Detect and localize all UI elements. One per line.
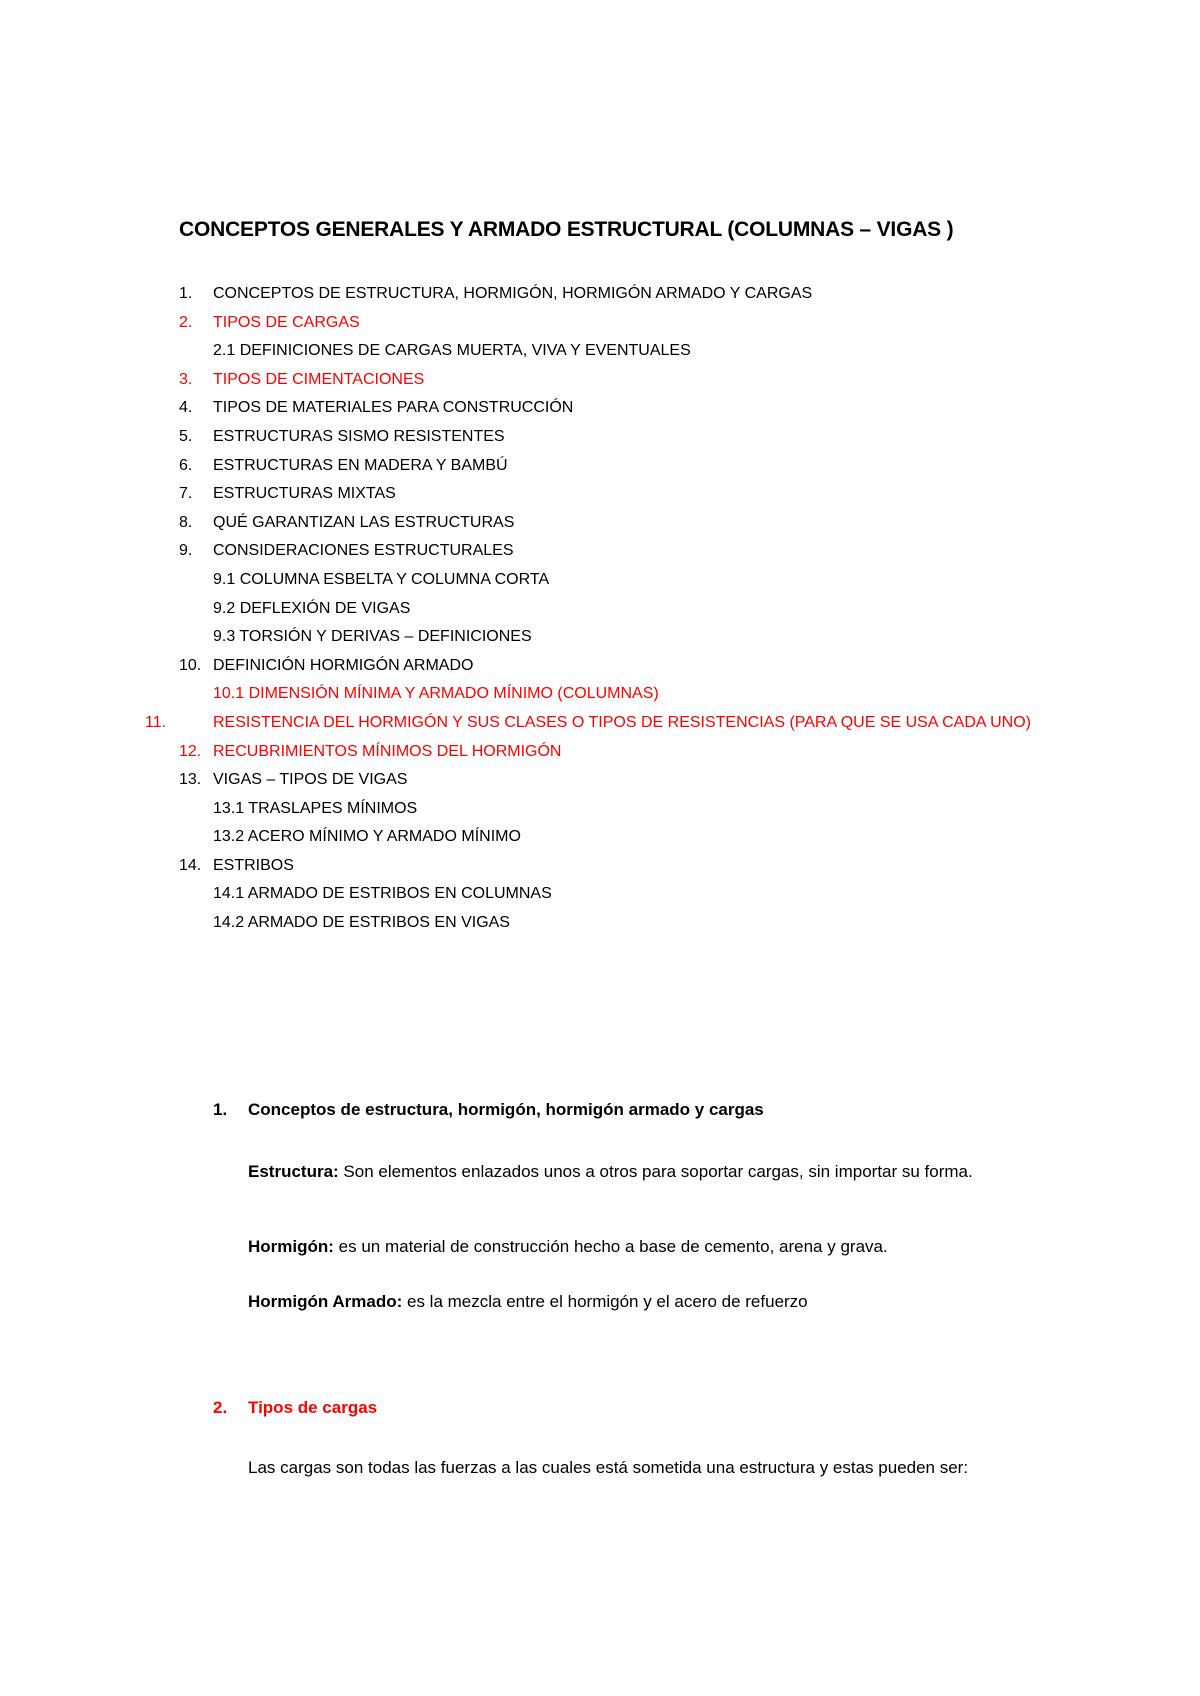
- toc-item-6: 6. ESTRUCTURAS EN MADERA Y BAMBÚ: [179, 456, 508, 474]
- hormigon-paragraph: [248, 1232, 1060, 1261]
- section-2-intro: Las cargas son todas las fuerzas a las cuales está sometida una estructura y estas pueden ser:: [248, 1458, 969, 1477]
- toc-item-9: 9. CONSIDERACIONES ESTRUCTURALES: [179, 542, 514, 560]
- toc-item-14-2: 14.2 ARMADO DE ESTRIBOS EN VIGAS: [213, 914, 510, 932]
- estructura-paragraph: [248, 1157, 1060, 1186]
- toc-item-14-1: 14.1 ARMADO DE ESTRIBOS EN COLUMNAS: [213, 885, 552, 903]
- toc-item-2-1: 2.1 DEFINICIONES DE CARGAS MUERTA, VIVA Y EVENTUALES: [213, 342, 691, 360]
- toc-item-9-1: 9.1 COLUMNA ESBELTA Y COLUMNA CORTA: [213, 570, 550, 588]
- hormigon-term: Hormigón:: [248, 1237, 334, 1256]
- toc-item-10: 10. DEFINICIÓN HORMIGÓN ARMADO: [179, 656, 474, 674]
- hormigon-definition: es un material de construcción hecho a base de cemento, arena y grava.: [333, 1237, 888, 1256]
- toc-item-3: 3. TIPOS DE CIMENTACIONES: [179, 370, 425, 388]
- toc-item-9-3: 9.3 TORSIÓN Y DERIVAS – DEFINICIONES: [213, 628, 532, 646]
- toc-item-2: 2. TIPOS DE CARGAS: [179, 313, 360, 331]
- toc-item-4: 4. TIPOS DE MATERIALES PARA CONSTRUCCIÓN: [179, 399, 574, 417]
- toc-item-13: 13. VIGAS – TIPOS DE VIGAS: [179, 771, 408, 789]
- section-2-title: Tipos de cargas: [248, 1398, 378, 1417]
- document-title: CONCEPTOS GENERALES Y ARMADO ESTRUCTURAL (COLUMNAS – VIGAS ): [179, 218, 954, 241]
- toc-item-13-2: 13.2 ACERO MÍNIMO Y ARMADO MÍNIMO: [213, 828, 521, 846]
- hormigon-armado-term: Hormigón Armado:: [248, 1292, 403, 1311]
- section-2-number: 2.: [213, 1398, 228, 1417]
- section-1-number: 1.: [213, 1100, 228, 1119]
- estructura-definition: Son elementos enlazados unos a otros para soportar cargas, sin importar su forma.: [338, 1162, 973, 1181]
- toc-item-9-2: 9.2 DEFLEXIÓN DE VIGAS: [213, 599, 411, 617]
- estructura-term: Estructura:: [248, 1162, 339, 1181]
- table-of-contents: [145, 280, 1059, 938]
- toc-item-13-1: 13.1 TRASLAPES MÍNIMOS: [213, 799, 418, 817]
- hormigon-armado-paragraph: [248, 1287, 1060, 1316]
- toc-item-10-1: 10.1 DIMENSIÓN MÍNIMA Y ARMADO MÍNIMO (COLUMNAS): [213, 685, 659, 703]
- section-1-heading: [213, 1100, 764, 1120]
- toc-item-8: 8. QUÉ GARANTIZAN LAS ESTRUCTURAS: [179, 513, 515, 531]
- toc-item-14: 14. ESTRIBOS: [179, 856, 294, 874]
- toc-item-1: 1. CONCEPTOS DE ESTRUCTURA, HORMIGÓN, HORMIGÓN ARMADO Y CARGAS: [179, 285, 813, 302]
- hormigon-armado-definition: es la mezcla entre el hormigón y el acero de refuerzo: [402, 1292, 808, 1311]
- toc-item-11: 11. RESISTENCIA DEL HORMIGÓN Y SUS CLASES O TIPOS DE RESISTENCIAS (PARA QUE SE USA CADA UNO): [145, 713, 1031, 731]
- toc-item-7: 7. ESTRUCTURAS MIXTAS: [179, 485, 396, 503]
- section-1-title: Conceptos de estructura, hormigón, hormigón armado y cargas: [248, 1100, 764, 1119]
- toc-item-5: 5. ESTRUCTURAS SISMO RESISTENTES: [179, 427, 505, 445]
- toc-item-12: 12. RECUBRIMIENTOS MÍNIMOS DEL HORMIGÓN: [179, 742, 562, 760]
- section-2-heading: [213, 1398, 378, 1418]
